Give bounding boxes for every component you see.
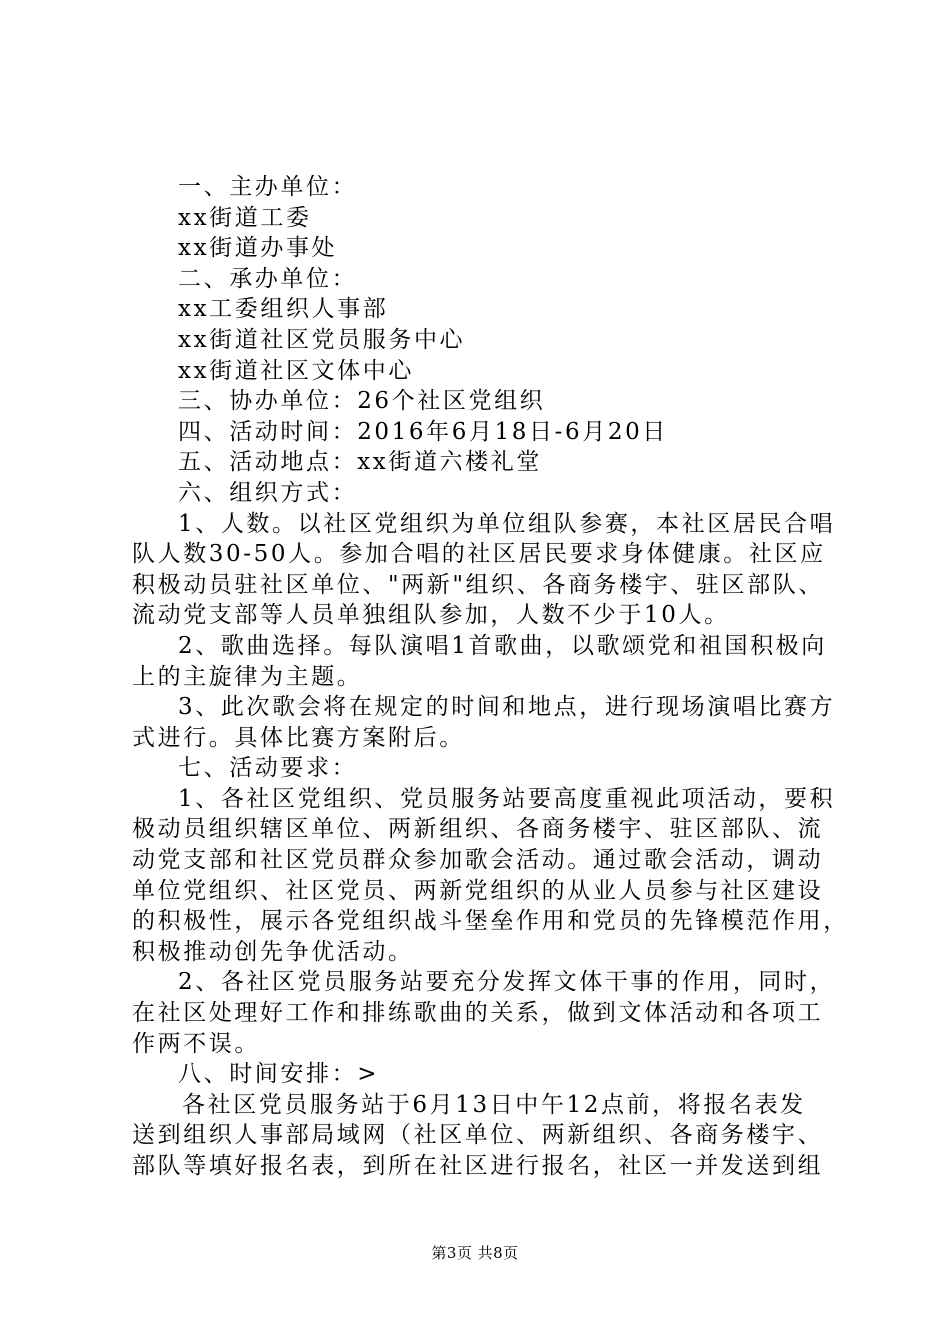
paragraph-line: 流动党支部等人员单独组队参加，人数不少于10人。 <box>132 602 730 629</box>
text-line: xx街道社区党员服务中心 <box>178 326 466 353</box>
paragraph-line: 2、各社区党员服务站要充分发挥文体干事的作用，同时， <box>178 969 836 996</box>
section-heading: 八、时间安排：> <box>178 1061 380 1088</box>
text-line: xx街道办事处 <box>178 235 338 262</box>
section-heading: 五、活动地点：xx街道六楼礼堂 <box>178 449 542 476</box>
section-heading: 三、协办单位：26个社区党组织 <box>178 388 546 415</box>
paragraph-line: 3、此次歌会将在规定的时间和地点，进行现场演唱比赛方 <box>178 694 836 721</box>
document-body <box>132 172 849 1182</box>
paragraph-line: 极动员组织辖区单位、两新组织、各商务楼宇、驻区部队、流 <box>132 816 824 843</box>
paragraph-line: 上的主旋律为主题。 <box>132 663 363 690</box>
paragraph-line: 积极推动创先争优活动。 <box>132 938 414 965</box>
text-line: xx工委组织人事部 <box>178 296 389 323</box>
paragraph-line: 的积极性，展示各党组织战斗堡垒作用和党员的先锋模范作用， <box>132 908 849 935</box>
section-heading: 二、承办单位： <box>178 265 358 292</box>
paragraph-line: 在社区处理好工作和排练歌曲的关系，做到文体活动和各项工 <box>132 1000 824 1027</box>
page-number-footer: 第3页 共8页 <box>431 1244 519 1262</box>
paragraph-line: 各社区党员服务站于6月13日中午12点前，将报名表发 <box>182 1091 806 1118</box>
paragraph-line: 式进行。具体比赛方案附后。 <box>132 724 465 751</box>
text-line: xx街道工委 <box>178 204 312 231</box>
paragraph-line: 积极动员驻社区单位、"两新"组织、各商务楼宇、驻区部队、 <box>132 571 824 598</box>
section-heading: 六、组织方式： <box>178 479 358 506</box>
text-line: xx街道社区文体中心 <box>178 357 414 384</box>
paragraph-line: 部队等填好报名表，到所在社区进行报名，社区一并发送到组 <box>132 1153 824 1179</box>
paragraph-line: 单位党组织、社区党员、两新党组织的从业人员参与社区建设 <box>132 877 824 904</box>
paragraph-line: 动党支部和社区党员群众参加歌会活动。通过歌会活动，调动 <box>132 847 824 874</box>
section-heading: 一、主办单位： <box>178 174 358 200</box>
section-heading: 七、活动要求： <box>178 755 358 782</box>
paragraph-line: 作两不误。 <box>132 1030 260 1057</box>
paragraph-line: 队人数30-50人。参加合唱的社区居民要求身体健康。社区应 <box>132 541 826 568</box>
paragraph-line: 1、人数。以社区党组织为单位组队参赛，本社区居民合唱 <box>178 510 836 537</box>
paragraph-line: 2、歌曲选择。每队演唱1首歌曲，以歌颂党和祖国积极向 <box>178 632 827 659</box>
paragraph-line: 1、各社区党组织、党员服务站要高度重视此项活动，要积 <box>178 785 836 812</box>
section-heading: 四、活动时间：2016年6月18日-6月20日 <box>178 418 668 445</box>
paragraph-line: 送到组织人事部局域网（社区单位、两新组织、各商务楼宇、 <box>132 1122 824 1149</box>
